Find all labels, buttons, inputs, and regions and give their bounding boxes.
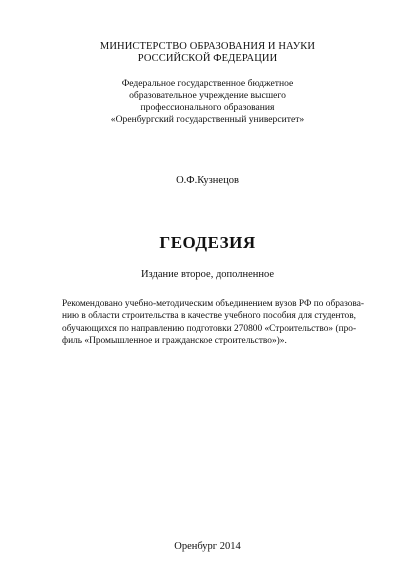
recommendation-line-3: обучающихся по направлению подготовки 270800 «Строительство» (про-	[62, 323, 357, 334]
recommendation-line-4: филь «Промышленное и гражданское строительство»)».	[62, 335, 287, 346]
recommendation-line-1: Рекомендовано учебно-методическим объединением вузов РФ по образова-	[62, 299, 364, 309]
edition-note: Издание второе, дополненное	[140, 269, 275, 280]
institution-line-1: Федеральное государственное бюджетное	[121, 78, 294, 89]
recommendation-line-2: нию в области строительства в качестве учебного пособия для студентов,	[62, 311, 356, 322]
author-name: О.Ф.Кузнецов	[176, 175, 239, 186]
institution-line-3: профессионального образования	[140, 102, 275, 113]
institution-line-4: «Оренбургский государственный университет»	[110, 114, 305, 125]
book-title: ГЕОДЕЗИЯ	[159, 233, 256, 252]
city-year: Оренбург 2014	[174, 541, 241, 552]
institution-line-2: образовательное учреждение высшего	[129, 90, 286, 101]
recommendation-text	[62, 298, 364, 347]
ministry-line-1: МИНИСТЕРСТВО ОБРАЗОВАНИЯ И НАУКИ	[99, 41, 316, 52]
ministry-line-2: РОССИЙСКОЙ ФЕДЕРАЦИИ	[137, 53, 278, 64]
